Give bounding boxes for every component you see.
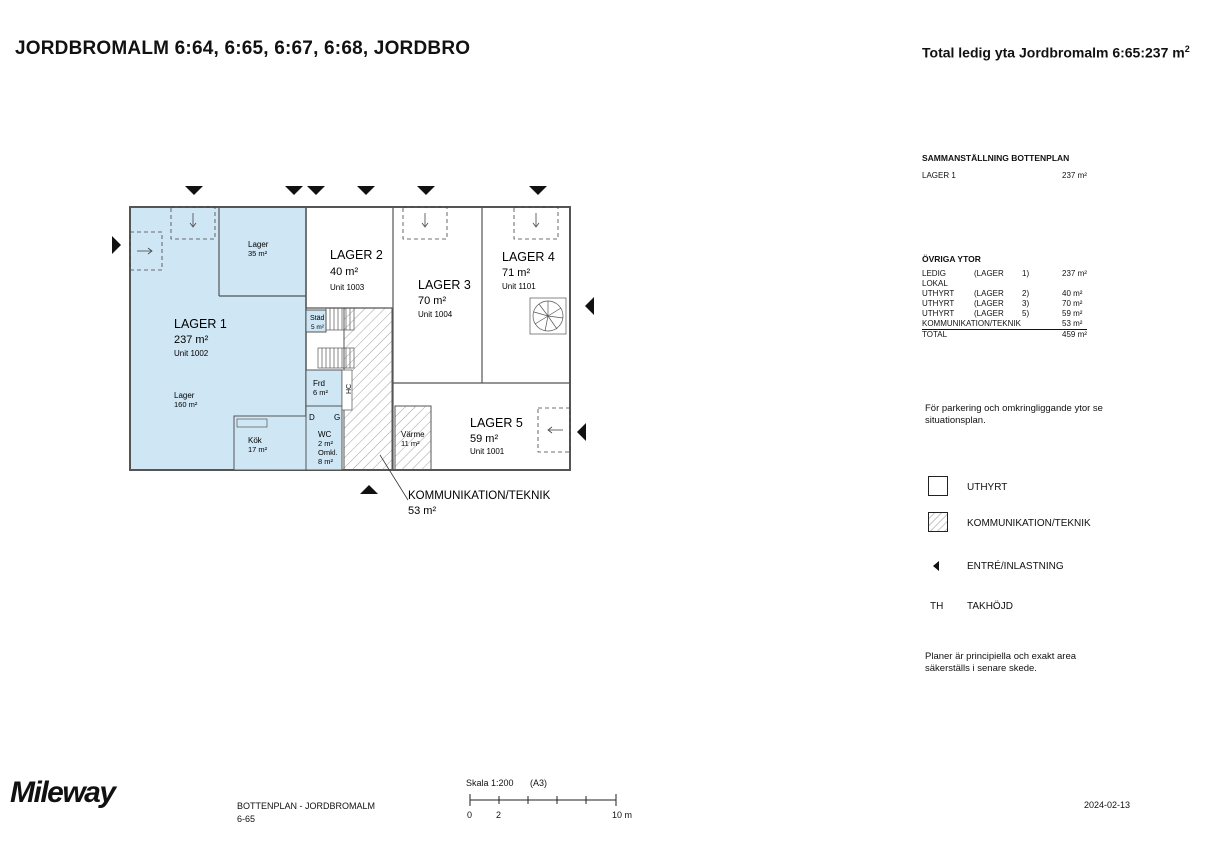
row-value: 40 m²: [1062, 289, 1083, 298]
row-num: 2): [1022, 289, 1030, 298]
paper-size: (A3): [530, 778, 548, 788]
row-space: (LAGER: [974, 269, 1004, 278]
total-vacant-text: Total ledig yta Jordbromalm 6:65:237 m: [922, 44, 1185, 61]
lager1-unit: Unit 1002: [174, 349, 209, 358]
mileway-logo: Mileway: [10, 776, 115, 809]
frd-area: 6 m²: [313, 388, 328, 397]
row-type: UTHYRT: [922, 299, 955, 308]
plan-date: 2024-02-13: [1084, 800, 1131, 810]
legend-entre-label: ENTRÉ/INLASTNING: [967, 561, 1064, 572]
kok-area: 17 m²: [248, 445, 268, 454]
summary-title: SAMMANSTÄLLNING BOTTENPLAN: [922, 153, 1070, 163]
row-type: TOTAL: [922, 330, 948, 339]
row-space: (LAGER: [974, 299, 1004, 308]
lager1-name: LAGER 1: [174, 317, 227, 331]
komm-area: 53 m²: [408, 505, 437, 517]
lager4-unit: Unit 1101: [502, 282, 536, 291]
stad-name: Städ: [310, 315, 325, 322]
legend-komm-label: KOMMUNIKATION/TEKNIK: [967, 518, 1091, 529]
row-type: UTHYRT: [922, 309, 955, 318]
row-type: LEDIG LOKAL: [922, 269, 948, 288]
row-num: 3): [1022, 299, 1030, 308]
row-value: 59 m²: [1062, 309, 1083, 318]
parking-note: För parkering och omkringliggande ytor se situationsplan.: [925, 403, 1103, 426]
entrance-arrow-icon: [577, 423, 586, 441]
entrance-arrow-icon: [307, 186, 325, 195]
omkl-name: Omkl.: [318, 448, 338, 457]
legend-uthyrt-label: UTHYRT: [967, 482, 1008, 493]
d-label: D: [309, 413, 315, 422]
lager1-sub1-name: Lager: [248, 240, 269, 249]
plan-name: BOTTENPLAN - JORDBROMALM: [237, 801, 376, 811]
wc-name: WC: [318, 430, 332, 439]
lager5-name: LAGER 5: [470, 416, 523, 430]
lager1-sub1-area: 35 m²: [248, 249, 268, 258]
entrance-arrow-icon: [417, 186, 435, 195]
entrance-arrow-icon: [585, 297, 594, 315]
row-type: KOMMUNIKATION/TEKNIK: [922, 319, 1021, 328]
disclaimer-note: Planer är principiella och exakt area säkerställs i senare skede.: [925, 651, 1077, 674]
frd-name: Frd: [313, 379, 325, 388]
scale-bar: [470, 794, 616, 806]
lager5-unit: Unit 1001: [470, 447, 505, 456]
lager1-sub2-name: Lager: [174, 391, 195, 400]
varme-name: Värme: [401, 430, 425, 439]
lager3-unit: Unit 1004: [418, 310, 453, 319]
hc-label: HC: [346, 383, 353, 394]
entrance-arrow-icon: [529, 186, 547, 195]
row-num: 5): [1022, 309, 1030, 318]
legend-th-symbol: TH: [930, 601, 944, 612]
g-label: G: [334, 413, 341, 422]
entrance-arrow-icon: [112, 236, 121, 254]
lager1-area-text: 237 m²: [174, 334, 209, 346]
entrance-arrow-icon: [357, 186, 375, 195]
lager3-area: 70 m²: [418, 295, 447, 307]
lager4-area: 71 m²: [502, 267, 531, 279]
row-value: 237 m²: [1062, 269, 1087, 278]
omkl-area: 8 m²: [318, 457, 333, 466]
summary-row-label: LAGER 1: [922, 171, 956, 180]
lager5-area: 59 m²: [470, 433, 499, 445]
row-space: (LAGER: [974, 309, 1004, 318]
page-title: JORDBROMALM 6:64, 6:65, 6:67, 6:68, JORDBRO: [15, 38, 471, 59]
row-value: 459 m²: [1062, 330, 1087, 339]
kok-room: [234, 416, 306, 470]
legend-th-label: TAKHÖJD: [967, 601, 1013, 612]
other-areas-title: ÖVRIGA YTOR: [922, 254, 981, 264]
scale-tick-10: 10 m: [612, 810, 633, 820]
scale-tick-0: 0: [467, 810, 473, 820]
row-num: 1): [1022, 269, 1030, 278]
scale-label: Skala 1:200: [466, 778, 514, 788]
varme-area: 11 m²: [401, 439, 420, 448]
row-space: (LAGER: [974, 289, 1004, 298]
stad-area: 5 m²: [311, 324, 324, 331]
row-value: 53 m²: [1062, 319, 1083, 328]
lager1-sub2-area: 160 m²: [174, 400, 198, 409]
kok-name: Kök: [248, 436, 262, 445]
scale-tick-2: 2: [496, 810, 502, 820]
row-type: UTHYRT: [922, 289, 955, 298]
entrance-arrow-icon: [360, 485, 378, 494]
lager2-area: 40 m²: [330, 266, 359, 278]
komm-name: KOMMUNIKATION/TEKNIK: [408, 490, 551, 502]
lager4-name: LAGER 4: [502, 250, 555, 264]
entrance-arrow-icon: [285, 186, 303, 195]
wc-area: 2 m²: [318, 439, 333, 448]
lager2-unit: Unit 1003: [330, 283, 365, 292]
total-vacant-sup: 2: [1184, 44, 1190, 54]
lager2-name: LAGER 2: [330, 248, 383, 262]
entrance-arrow-icon: [185, 186, 203, 195]
plan-code: 6-65: [237, 814, 256, 824]
row-value: 70 m²: [1062, 299, 1083, 308]
lager3-name: LAGER 3: [418, 278, 471, 292]
spiral-stair-icon: [530, 298, 566, 334]
summary-row-value: 237 m²: [1062, 171, 1087, 180]
